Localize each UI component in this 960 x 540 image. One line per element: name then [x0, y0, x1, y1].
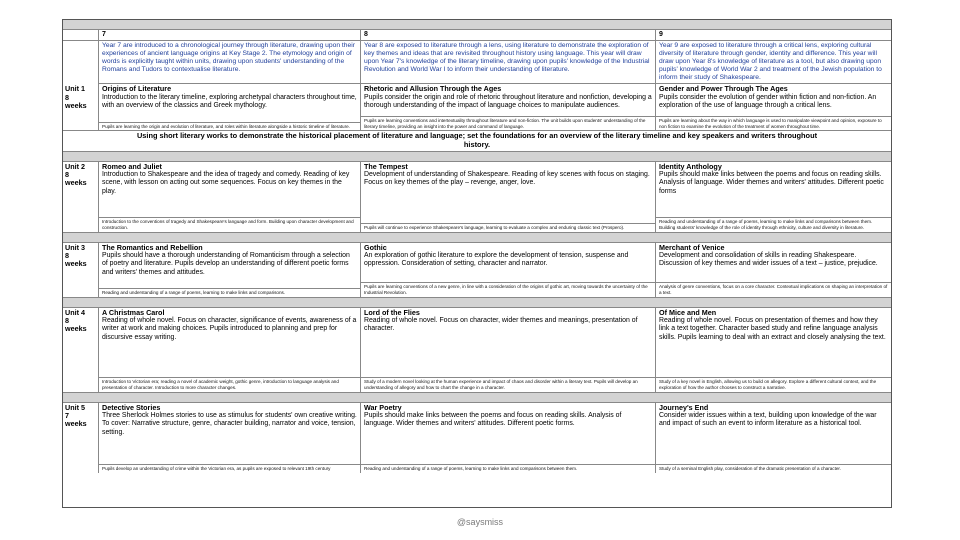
unit-title: Origins of Literature — [102, 84, 172, 94]
unit-note: Pupils are learning conventions and intertextuality throughout literature and non-fiction. The unit builds upon students' understanding of the literary timeline, providing an insight into the power and command of language. — [361, 116, 655, 130]
unit-cell — [656, 403, 891, 473]
unit-cell — [99, 162, 361, 232]
row-spacer — [63, 152, 891, 162]
unit-note: Study of a seminal English play, consideration of the dramatic presentation of a character. — [656, 464, 891, 473]
unit-description: Consider wider issues within a text, building upon knowledge of the war and impact of such an event to inform literature as a historical tool. — [659, 412, 877, 428]
unit-note: Pupils are learning the origin and evolution of literature, and roles within literature alongside a historic timeline of literature. — [99, 122, 360, 131]
unit-title: The Tempest — [364, 161, 408, 171]
unit-title: War Poetry — [364, 402, 402, 412]
unit-note: Study of a key novel in English, allowing us to build on allegory. Explore a different cultural context, and the exploration of how the author chooses to construct a narrative. — [656, 377, 891, 391]
unit-cell — [656, 162, 891, 232]
unit-label: Unit 4 8 weeks — [63, 308, 99, 392]
unit-title: Gender and Power Through The Ages — [659, 84, 788, 94]
header-year-7: 7 — [99, 30, 361, 40]
unit-cell — [361, 84, 656, 130]
unit-row — [63, 308, 891, 393]
unit-description: Three Sherlock Holmes stories to use as stimulus for students' own creative writing. To cover: Narrative structure, genre, character building, narrator and voice, tension, setting. — [102, 412, 357, 436]
unit-note: Reading and understanding of a range of poems, learning to make links and comparisons between them. Building students' knowledge of the role of identity through ethnicity, culture and diversity in literature. — [656, 217, 891, 231]
unit-row — [63, 162, 891, 233]
unit-description: Pupils consider the evolution of gender within fiction and non-fiction. An exploration of the use of language through a critical lens. — [659, 93, 877, 110]
unit-description: Pupils should have a thorough understanding of Romanticism through a selection of poetry and literature. Pupils develop an understanding of different poetic forms and writers' themes and attitudes. — [102, 252, 350, 276]
unit-cell — [656, 308, 891, 392]
header-year-9: 9 — [659, 31, 663, 38]
unit-1-overview-banner: Using short literary works to demonstrate the historical placement of literature and language; set the foundations for an overview of the literary timeline and key speakers and writers throughout history. — [63, 131, 891, 151]
unit-cell — [656, 84, 891, 130]
unit-title: Journey's End — [659, 402, 709, 412]
unit-description: Reading of whole novel. Focus on presentation of themes and how they link a text together. Character based study and refine language analysis skills. Pupils learning to deal with an extract and closely analysing the text. — [659, 317, 886, 341]
unit-title: Lord of the Flies — [364, 307, 420, 317]
curriculum-table — [62, 19, 892, 508]
unit-title: Rhetoric and Allusion Through the Ages — [364, 84, 502, 94]
unit-description: Pupils should make links between the poems and focus on reading skills. Analysis of language. Wider themes and writers' attitudes. Different poetic forms. — [364, 412, 622, 428]
unit-description: An exploration of gothic literature to explore the development of tension, suspense and oppression. Consideration of setting, character and narrator. — [364, 252, 629, 268]
unit-note: Pupils will continue to experience Shakespeare's language, learning to evaluate a complex and enduring classic text (Prospero). — [361, 223, 655, 232]
unit-note: Introduction to the conventions of tragedy and Shakespeare's language and form. Building upon character development and construction. — [99, 217, 360, 231]
unit-cell — [99, 84, 361, 130]
row-spacer — [63, 298, 891, 308]
unit-title: Detective Stories — [102, 402, 161, 412]
unit-label: Unit 2 8 weeks — [63, 162, 99, 232]
header-year-8: 8 — [361, 30, 656, 40]
year-8-intro: Year 8 are exposed to literature through a lens, using literature to demonstrate the exploration of key themes and ideas that are revisited throughout history using language. This year will draw upon Year 7's knowledge of the literary timeline, drawing upon pupils' knowledge of the Industrial Revolution and World War I to inform their understanding of literature. — [361, 41, 656, 84]
unit-cell — [99, 403, 361, 473]
unit-cell — [99, 243, 361, 297]
unit-row — [63, 403, 891, 473]
unit-note: Reading and understanding of a range of poems, learning to make links and comparisons between them. — [361, 464, 655, 473]
year-9-intro: Year 9 are exposed to literature through a critical lens, exploring cultural diversity of literature through gender, identity and difference. This year will draw upon Year 8's knowledge of literature as a tool, but also drawing upon pupils' knowledge of World War 2 and treatment of the Jewish population to inform their study of Shakespeare. — [656, 41, 891, 84]
year-7-intro: Year 7 are introduced to a chronological journey through literature, drawing upon their experiences of ancient language origins at Key Stage 2. The etymology and origin of words is explicitly taught within units, drawing upon students' understanding of the Romans and Tudors to contextualise literature. — [99, 41, 361, 84]
unit-description: Pupils should make links between the poems and focus on reading skills. Analysis of language. Wider themes and writers' attitudes. Different poetic forms — [659, 171, 884, 195]
year-header-row — [63, 30, 891, 41]
unit-cell — [656, 243, 891, 297]
unit-description: Reading of whole novel. Focus on character, significance of events, awareness of a writer at work and making choices. Pupils introduced to planning and prep for discursive essay writing. — [102, 317, 357, 341]
unit-cell — [361, 308, 656, 392]
unit-note: Pupils develop an understanding of crime within the Victorian era, as pupils are exposed to relevant 19th century — [99, 464, 360, 473]
unit-cell — [361, 162, 656, 232]
unit-label: Unit 3 8 weeks — [63, 243, 99, 297]
row-spacer — [63, 233, 891, 243]
intro-spacer — [63, 41, 99, 84]
unit-cell — [99, 308, 361, 392]
row-spacer — [63, 393, 891, 403]
unit-title: Romeo and Juliet — [102, 161, 162, 171]
unit-title: The Romantics and Rebellion — [102, 242, 203, 252]
unit-row — [63, 84, 891, 131]
unit-label: Unit 1 8 weeks — [63, 84, 99, 130]
unit-note: Pupils are learning about the way in which language is used to manipulate viewpoint and opinion, exposure to non fiction to examine the evolution of the treatment of women throughout time. — [656, 116, 891, 130]
unit-title: Identity Anthology — [659, 161, 722, 171]
unit-title: Merchant of Venice — [659, 242, 725, 252]
unit-note: Reading and understanding of a range of poems, learning to make links and comparisons. — [99, 288, 360, 297]
year-intro-row — [63, 41, 891, 84]
unit-description: Development of understanding of Shakespeare. Reading of key scenes with focus on staging. Focus on key themes of the play – revenge, anger, love. — [364, 171, 650, 187]
unit-description: Reading of whole novel. Focus on character, wider themes and meanings, presentation of character. — [364, 317, 638, 333]
row-spacer — [63, 20, 891, 30]
unit-label: Unit 5 7 weeks — [63, 403, 99, 473]
unit-note: Introduction to Victorian era; reading a novel of academic weight, gothic genre, introduction to language analysis and presentation of character. Introduction to more character changes. — [99, 377, 360, 391]
unit-cell — [361, 403, 656, 473]
unit-note: Pupils are learning conventions of a new genre, in line with a consideration of the origins of gothic art, moving towards the uncertainty of the Industrial Revolution. — [361, 282, 655, 296]
unit-title: Gothic — [364, 242, 387, 252]
unit-row — [63, 243, 891, 298]
unit-cell — [361, 243, 656, 297]
unit-title: Of Mice and Men — [659, 307, 717, 317]
unit-description: Introduction to the literary timeline, exploring archetypal characters throughout time, with an overview of the classics and Greek mythology. — [102, 93, 357, 110]
unit-title: A Christmas Carol — [102, 307, 165, 317]
unit-note: Analysis of genre conventions, focus on a core character. Contextual implications on shaping an interpretation of a text. — [656, 282, 891, 296]
unit-description: Introduction to Shakespeare and the idea of tragedy and comedy. Reading of key scene, with lesson on acting out some sequences. Focus on key themes in the play. — [102, 171, 350, 195]
watermark: @saysmiss — [456, 517, 504, 527]
header-unit-column — [63, 30, 99, 40]
unit-description: Pupils consider the origin and role of rhetoric throughout literature and nonfiction, developing a thorough understanding of the impact of language choices to manipulate audiences. — [364, 93, 652, 110]
unit-note: Study of a modern novel looking at the human experience and impact of chaos and disorder within a literary text. Pupils will develop an understanding of allegory and how to chart the change in a character. — [361, 377, 655, 391]
unit-description: Development and consolidation of skills in reading Shakespeare. Discussion of key themes and wider issues of a text – justice, prejudice. — [659, 252, 878, 268]
